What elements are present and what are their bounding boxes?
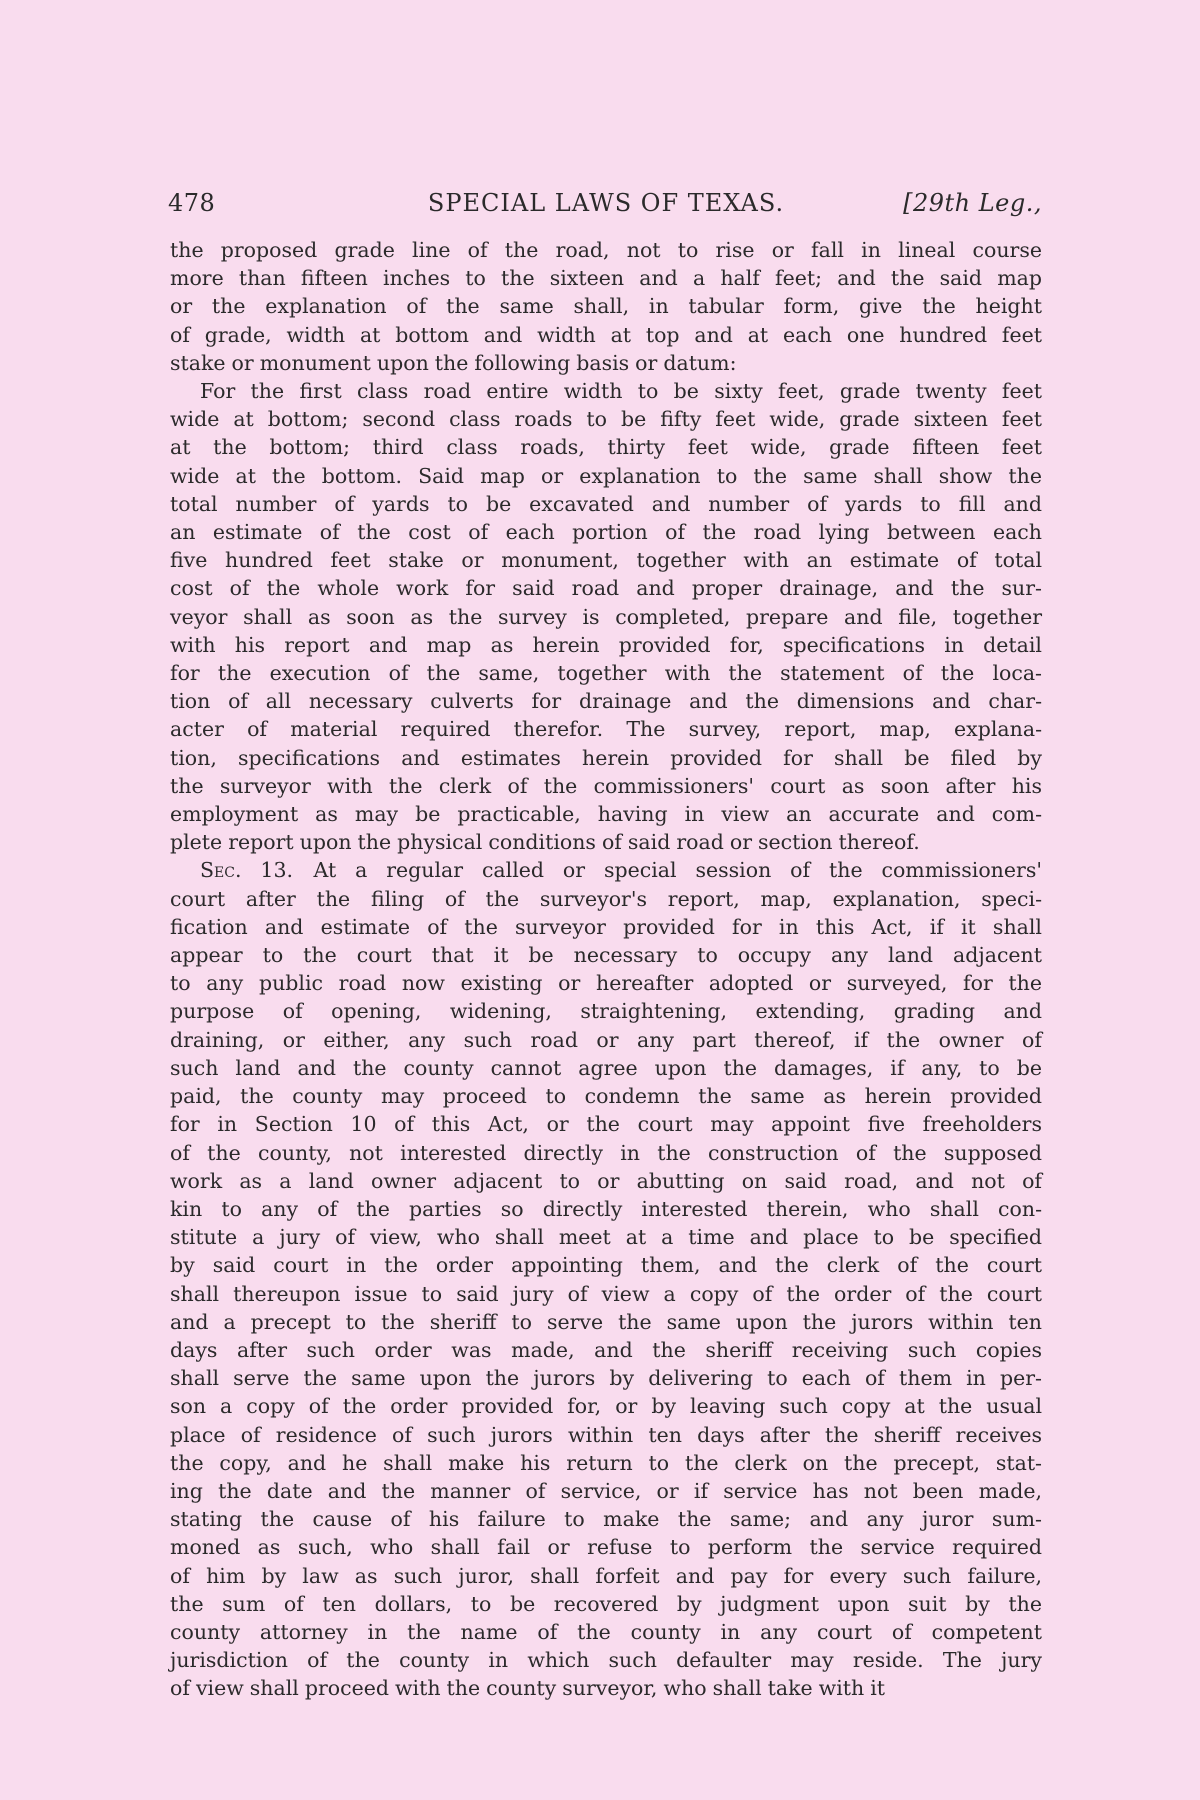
- text-line: days after such order was made, and the sheriff receiving such copies: [170, 1337, 1042, 1362]
- text-line: for the execution of the same, together with the statement of the loca-: [170, 661, 1042, 686]
- text-line: fication and estimate of the surveyor provided for in this Act, if it shall: [170, 914, 1042, 939]
- page-number: 478: [168, 189, 216, 217]
- running-head: [170, 186, 1042, 220]
- text-line: such land and the county cannot agree upon the damages, if any, to be: [170, 1055, 1042, 1080]
- text-line: shall thereupon issue to said jury of view a copy of the order of the court: [170, 1281, 1042, 1306]
- text-line: stake or monument upon the following basis or datum:: [170, 350, 737, 375]
- text-line: stating the cause of his failure to make the same; and any juror sum-: [170, 1507, 1042, 1532]
- text-line: stitute a jury of view, who shall meet at a time and place to be specified: [170, 1225, 1042, 1250]
- text-line: to any public road now existing or hereafter adopted or surveyed, for the: [170, 971, 1042, 996]
- text-line: moned as such, who shall fail or refuse to perform the service required: [170, 1535, 1042, 1560]
- text-line: of him by law as such juror, shall forfeit and pay for every such failure,: [170, 1563, 1042, 1588]
- text-line: wide at bottom; second class roads to be fifty feet wide, grade sixteen feet: [170, 407, 1042, 432]
- section-paragraph: [170, 856, 1042, 1702]
- text-line: the proposed grade line of the road, not to rise or fall in lineal course: [170, 238, 1042, 262]
- text-line: of grade, width at bottom and width at top and at each one hundred feet: [170, 322, 1042, 347]
- text-line: for in Section 10 of this Act, or the court may appoint five freeholders: [170, 1112, 1042, 1137]
- text-line: or the explanation of the same shall, in tabular form, give the height: [170, 294, 1042, 319]
- text-line: of view shall proceed with the county surveyor, who shall take with it: [170, 1676, 886, 1701]
- text-line: five hundred feet stake or monument, together with an estimate of total: [170, 548, 1042, 573]
- text-line: cost of the whole work for said road and proper drainage, and the sur-: [170, 576, 1042, 601]
- text-line: shall serve the same upon the jurors by delivering to each of them in per-: [170, 1366, 1042, 1391]
- book-page: [170, 186, 1042, 1703]
- text-line: plete report upon the physical conditions of said road or section thereof.: [170, 830, 920, 855]
- section-first-line-text: At a regular called or special session of the commissioners': [313, 858, 1042, 883]
- text-line: the copy, and he shall make his return to the clerk on the precept, stat-: [170, 1450, 1042, 1475]
- running-title: SPECIAL LAWS OF TEXAS.: [427, 189, 785, 217]
- section-label: Sec. 13.: [200, 858, 293, 883]
- text-line: total number of yards to be excavated and number of yards to fill and: [170, 491, 1042, 516]
- text-line: appear to the court that it be necessary to occupy any land adjacent: [170, 943, 1042, 968]
- text-line: place of residence of such jurors within ten days after the sheriff receives: [170, 1422, 1042, 1447]
- text-line: For the first class road entire width to be sixty feet, grade twenty feet: [200, 379, 1042, 404]
- legislature-session-tag: [29th Leg.,: [903, 189, 1042, 217]
- paragraph: [170, 377, 1042, 856]
- text-line: acter of material required therefor. The survey, report, map, explana-: [170, 717, 1042, 742]
- text-line: the surveyor with the clerk of the commissioners' court as soon after his: [170, 773, 1042, 798]
- body-text: [170, 236, 1042, 1703]
- text-line: and a precept to the sheriff to serve the same upon the jurors within ten: [170, 1309, 1042, 1334]
- text-line: tion of all necessary culverts for drainage and the dimensions and char-: [170, 689, 1042, 714]
- text-line: ing the date and the manner of service, or if service has not been made,: [170, 1478, 1042, 1503]
- paragraph: [170, 236, 1042, 377]
- text-line: jurisdiction of the county in which such defaulter may reside. The jury: [170, 1648, 1042, 1673]
- text-line: court after the filing of the surveyor's report, map, explanation, speci-: [170, 886, 1042, 911]
- text-line: by said court in the order appointing them, and the clerk of the court: [170, 1253, 1042, 1278]
- text-line: veyor shall as soon as the survey is completed, prepare and file, together: [170, 604, 1042, 629]
- text-line: county attorney in the name of the county in any court of competent: [170, 1619, 1042, 1644]
- text-line: more than fifteen inches to the sixteen and a half feet; and the said map: [170, 266, 1042, 291]
- text-line: tion, specifications and estimates herein provided for shall be filed by: [170, 745, 1042, 770]
- text-line: an estimate of the cost of each portion of the road lying between each: [170, 520, 1042, 545]
- text-line: wide at the bottom. Said map or explanation to the same shall show the: [170, 463, 1042, 488]
- text-line: son a copy of the order provided for, or by leaving such copy at the usual: [170, 1394, 1042, 1419]
- text-line: paid, the county may proceed to condemn the same as herein provided: [170, 1084, 1042, 1109]
- text-line: the sum of ten dollars, to be recovered by judgment upon suit by the: [170, 1591, 1042, 1616]
- text-line: kin to any of the parties so directly interested therein, who shall con-: [170, 1196, 1042, 1221]
- text-line: [170, 856, 1042, 884]
- text-line: employment as may be practicable, having in view an accurate and com-: [170, 802, 1042, 827]
- text-line: of the county, not interested directly in the construction of the supposed: [170, 1140, 1042, 1165]
- text-line: purpose of opening, widening, straightening, extending, grading and: [170, 999, 1042, 1024]
- text-line: at the bottom; third class roads, thirty feet wide, grade fifteen feet: [170, 435, 1042, 460]
- text-line: with his report and map as herein provided for, specifications in detail: [170, 632, 1042, 657]
- text-line: draining, or either, any such road or any part thereof, if the owner of: [170, 1027, 1042, 1052]
- text-line: work as a land owner adjacent to or abutting on said road, and not of: [170, 1168, 1042, 1193]
